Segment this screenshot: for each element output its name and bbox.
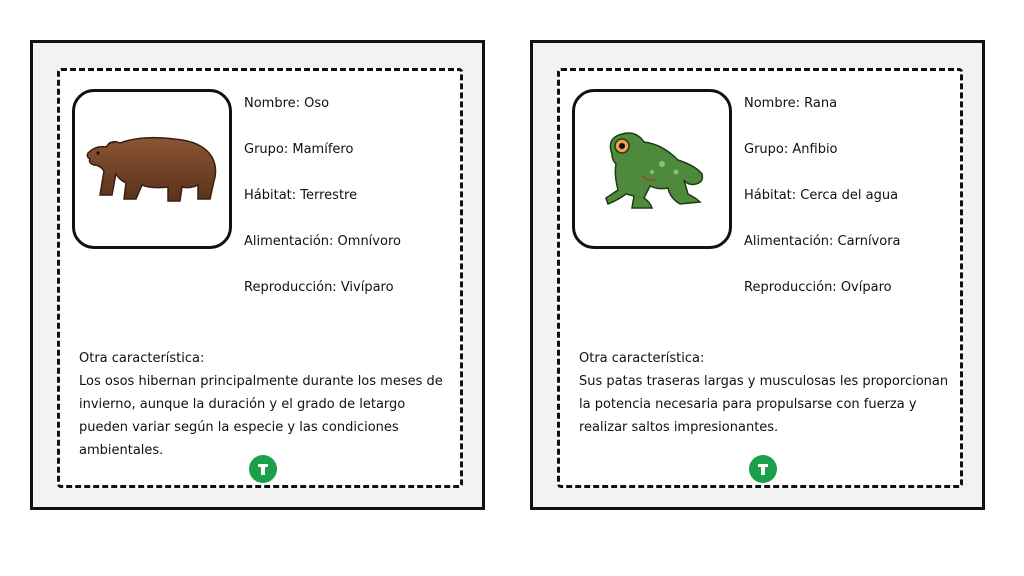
animal-card-rana [530,40,985,510]
field-grupo: Grupo: Mamífero [244,142,354,157]
field-alimentacion: Alimentación: Omnívoro [244,234,401,249]
field-nombre: Nombre: Rana [744,96,838,111]
field-habitat: Hábitat: Cerca del agua [744,188,899,203]
bear-icon [82,129,222,209]
field-grupo: Grupo: Anfibio [744,142,838,157]
other-characteristic-title: Otra característica: [579,351,705,366]
other-characteristic-text: Los osos hibernan principalmente durante los meses de invierno, aunque la duración y el grado de letargo pueden variar según la especie y las condiciones ambientales. [79,374,443,458]
field-reproduccion: Reproducción: Ovíparo [744,280,892,295]
animal-image-frame [72,89,232,249]
other-characteristic [79,347,454,462]
card-dashed-frame [557,68,963,488]
animal-fields [244,95,401,325]
other-characteristic-text: Sus patas traseras largas y musculosas les proporcionan la potencia necesaria para propulsarse con fuerza y realizar saltos impresionantes. [579,374,949,435]
animal-fields [744,95,901,325]
field-alimentacion: Alimentación: Carnívora [744,234,901,249]
animal-image-frame [572,89,732,249]
animal-card-oso [30,40,485,510]
other-characteristic [579,347,954,439]
other-characteristic-title: Otra característica: [79,351,205,366]
field-reproduccion: Reproducción: Vivíparo [244,280,394,295]
field-nombre: Nombre: Oso [244,96,330,111]
brand-logo-icon [749,455,777,483]
brand-logo-icon [249,455,277,483]
field-habitat: Hábitat: Terrestre [244,188,358,203]
frog-icon [592,124,712,214]
card-dashed-frame [57,68,463,488]
